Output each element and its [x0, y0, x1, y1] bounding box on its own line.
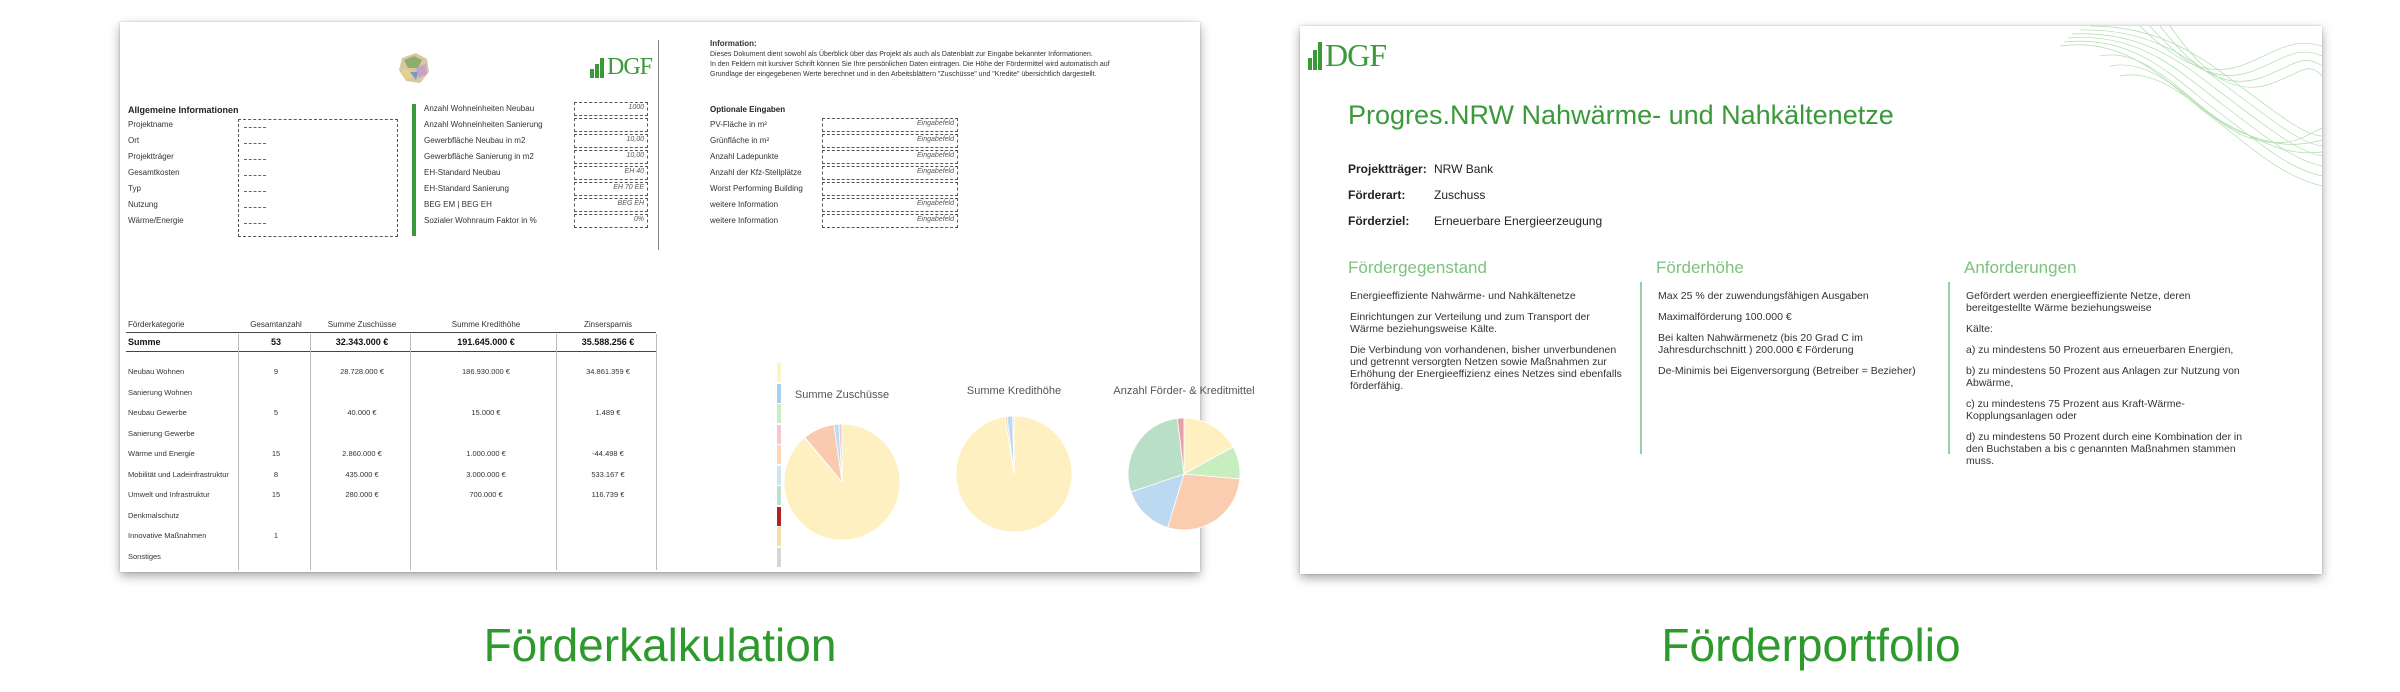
optional-input-value: Eingabefeld: [917, 136, 954, 143]
table-sum-cell: 35.588.256 €: [581, 337, 635, 347]
table-cell: 28.728.000 €: [340, 367, 384, 376]
table-column-divider: [556, 334, 557, 570]
parameter-input-value: 10,00: [626, 136, 644, 143]
table-header-cell: Summe Zuschüsse: [327, 320, 397, 329]
optional-label: Worst Performing Building: [710, 184, 803, 193]
info-title: Information:: [710, 39, 757, 48]
section-paragraph: Energieeffiziente Nahwärme- und Nahkältenetze: [1350, 290, 1576, 302]
table-cell: 1.489 €: [595, 408, 621, 417]
optional-input-field[interactable]: [822, 198, 958, 212]
table-row-label: Neubau Gewerbe: [128, 408, 187, 417]
parameter-label: EH-Standard Neubau: [424, 168, 501, 177]
section-paragraph: Max 25 % der zuwendungsfähigen Ausgaben: [1658, 290, 1869, 302]
table-cell: 2.860.000 €: [342, 449, 382, 458]
program-meta-label: Förderziel:: [1348, 214, 1410, 228]
optional-label: Anzahl Ladepunkte: [710, 152, 779, 161]
parameter-input-value: BEG EH: [617, 200, 644, 207]
table-cell: 700.000 €: [469, 490, 503, 499]
parameter-input-value: 1000: [628, 104, 644, 111]
dgf-logo-text: DGF: [1325, 37, 1387, 73]
table-header-cell: Summe Kredithöhe: [451, 320, 521, 329]
optional-input-field[interactable]: [822, 214, 958, 228]
table-cell: -44.498 €: [592, 449, 624, 458]
caption-foerderkalkulation: Förderkalkulation: [483, 619, 837, 671]
table-header-cell: Gesamtanzahl: [250, 320, 302, 329]
table-cell: 1.000.000 €: [466, 449, 506, 458]
table-row-label: Sanierung Gewerbe: [128, 428, 195, 438]
table-cell: 1: [273, 531, 279, 540]
decorative-wave-graphic: [2040, 26, 2322, 196]
general-info-label: Projektträger: [128, 152, 174, 161]
general-info-label: Nutzung: [128, 200, 158, 209]
table-row-label: Innovative Maßnahmen: [128, 531, 207, 540]
table-row-label: Sonstiges: [128, 551, 161, 561]
general-info-input-box[interactable]: [238, 119, 398, 237]
info-line-3: Grundlage der eingegebenen Werte berechnet und in den Arbeitsblättern "Zuschüsse" und "Kredite" übersichtlich dargestellt.: [710, 71, 1097, 78]
optional-input-field[interactable]: [822, 182, 958, 196]
parameter-input-field[interactable]: [574, 150, 648, 164]
section-paragraph: De-Minimis bei Eigenversorgung (Betreiber = Bezieher): [1658, 365, 1916, 377]
info-line-2: In den Feldern mit kursiver Schrift können Sie Ihre persönlichen Daten eintragen. Die Höhe der Fördermittel wird automatisch auf: [710, 61, 1110, 68]
parameter-input-value: EH 70 EE: [613, 184, 644, 191]
section-paragraph: c) zu mindestens 75 Prozent aus Kraft-Wärme-Kopplungsanlagen oder: [1966, 398, 2185, 422]
parameter-label: Anzahl Wohneinheiten Sanierung: [424, 120, 543, 129]
section-paragraph: b) zu mindestens 50 Prozent aus Anlagen zur Nutzung von Abwärme,: [1966, 365, 2240, 389]
section-paragraph: Gefördert werden energieeffiziente Netze, deren bereitgestellte Wärme beziehungsweise: [1966, 290, 2191, 314]
optional-label: Anzahl der Kfz-Stellplätze: [710, 168, 802, 177]
parameter-label: Gewerbfläche Sanierung in m2: [424, 152, 534, 161]
table-header-rule: [126, 332, 656, 333]
optional-title: Optionale Eingaben: [710, 105, 786, 114]
program-meta-value: NRW Bank: [1434, 162, 1494, 176]
section-divider-bar: [412, 104, 416, 236]
program-meta-label: Förderart:: [1348, 188, 1406, 202]
table-row-label: Wärme und Energie: [128, 449, 195, 458]
section-heading: Anforderungen: [1964, 258, 2077, 277]
parameter-input-field[interactable]: [574, 214, 648, 228]
table-cell: 34.861.359 €: [586, 367, 630, 376]
section-paragraph: Maximalförderung 100.000 €: [1658, 311, 1792, 323]
general-info-label: Ort: [128, 136, 140, 145]
parameter-label: EH-Standard Sanierung: [424, 184, 509, 193]
section-paragraph: d) zu mindestens 50 Prozent durch eine Kombination der in den Buchstaben a bis c genannten Maßnahmen stammen muss.: [1966, 431, 2243, 467]
section-paragraph: Einrichtungen zur Verteilung und zum Transport der Wärme beziehungsweise Kälte.: [1350, 311, 1590, 335]
program-meta-label: Projektträger:: [1348, 162, 1427, 176]
general-info-title: Allgemeine Informationen: [128, 105, 239, 115]
optional-input-field[interactable]: [822, 150, 958, 164]
foerderkalkulation-preview-card[interactable]: [120, 22, 1255, 572]
table-cell: 9: [273, 367, 279, 376]
table-row-label: Mobilität und Ladeinfrastruktur: [128, 469, 229, 479]
general-info-label: Gesamtkosten: [128, 168, 180, 177]
parameter-label: Anzahl Wohneinheiten Neubau: [424, 104, 535, 113]
table-cell: 5: [273, 408, 279, 417]
table-sum-rule: [126, 351, 656, 352]
charts-area: [780, 342, 1255, 572]
optional-input-value: Eingabefeld: [917, 200, 954, 207]
optional-input-value: Eingabefeld: [917, 120, 954, 127]
column-divider: [1640, 282, 1642, 454]
pie-chart-title: Summe Zuschüsse: [794, 389, 890, 401]
info-line-1: Dieses Dokument dient sowohl als Überblick über das Projekt als auch als Datenblatt zur Eingabe bekannter Informationen.: [710, 51, 1093, 58]
table-cell: 3.000.000 €: [466, 469, 506, 479]
section-divider-line: [658, 40, 659, 250]
section-body: [1350, 290, 1622, 401]
table-column-divider: [238, 334, 239, 570]
table-sum-cell: 53: [270, 337, 281, 347]
table-cell: 15: [271, 490, 281, 499]
table-sum-cell: 191.645.000 €: [457, 337, 515, 347]
table-header-cell: Förderkategorie: [128, 320, 185, 329]
table-cell: 15: [271, 449, 281, 458]
parameter-input-value: EH 40: [624, 168, 644, 175]
section-paragraph: a) zu mindestens 50 Prozent aus erneuerbaren Energien,: [1966, 344, 2234, 356]
parameter-label: BEG EM | BEG EH: [424, 200, 492, 209]
optional-input-field[interactable]: [822, 134, 958, 148]
parameter-label: Sozialer Wohnraum Faktor in %: [424, 216, 537, 225]
table-sum-cell: Summe: [128, 337, 161, 347]
optional-label: PV-Fläche in m²: [710, 120, 767, 129]
table-cell: 40.000 €: [347, 408, 377, 417]
dgf-logo: [590, 56, 652, 78]
parameter-label: Gewerbfläche Neubau in m2: [424, 136, 526, 145]
parameter-input-value: 0%: [633, 216, 644, 223]
table-sum-cell: 32.343.000 €: [335, 337, 389, 347]
pie-chart-title: Summe Kredithöhe: [966, 385, 1062, 397]
section-body: [1658, 290, 1928, 386]
section-heading: Fördergegenstand: [1348, 258, 1487, 277]
section-heading: Förderhöhe: [1656, 258, 1744, 277]
table-row-label: Sanierung Wohnen: [128, 387, 193, 397]
general-info-label: Wärme/Energie: [128, 216, 184, 225]
section-paragraph: Bei kalten Nahwärmenetz (bis 20 Grad C im Jahresdurchschnitt ) 200.000 € Förderung: [1658, 332, 1863, 356]
section-body: [1966, 290, 2246, 476]
parameter-input-field[interactable]: [574, 198, 648, 212]
optional-input-value: Eingabefeld: [917, 168, 954, 175]
table-row-label: Neubau Wohnen: [128, 367, 185, 376]
optional-label: Grünfläche in m²: [710, 136, 770, 145]
pie-chart-title: Anzahl Förder- & Kreditmittel: [1113, 385, 1255, 397]
program-meta-value: Erneuerbare Energieerzeugung: [1434, 214, 1603, 228]
program-title: Progres.NRW Nahwärme- und Nahkältenetze: [1348, 100, 1894, 130]
program-meta-value: Zuschuss: [1434, 188, 1486, 202]
table-cell: 15.000 €: [471, 408, 501, 417]
caption-foerderportfolio: Förderportfolio: [1661, 619, 1961, 671]
optional-input-value: Eingabefeld: [917, 216, 954, 223]
parameter-input-value: 10,00: [626, 152, 644, 159]
table-column-divider: [310, 334, 311, 570]
general-info-label: Projektname: [128, 120, 173, 129]
parameter-input-field[interactable]: [574, 182, 648, 196]
optional-input-field[interactable]: [822, 166, 958, 180]
table-header-cell: Zinsersparnis: [583, 320, 632, 329]
parameter-input-field[interactable]: [574, 166, 648, 180]
table-row-label: Denkmalschutz: [128, 510, 180, 520]
parameter-input-field[interactable]: [574, 118, 648, 132]
table-column-divider: [410, 334, 411, 570]
optional-input-field[interactable]: [822, 118, 958, 132]
column-divider: [1948, 282, 1950, 454]
table-cell: 533.167 €: [591, 469, 625, 479]
general-info-label: Typ: [128, 184, 141, 193]
table-cell: 8: [273, 469, 279, 479]
site-map-thumbnail: [396, 50, 432, 86]
section-paragraph: Kälte:: [1966, 323, 1993, 335]
parameter-input-field[interactable]: [574, 102, 648, 116]
foerderportfolio-preview-card[interactable]: [1300, 26, 2322, 574]
table-row-label: Umwelt und Infrastruktur: [128, 490, 210, 499]
table-cell: 116.739 €: [591, 490, 625, 499]
table-column-divider: [656, 334, 657, 570]
section-paragraph: Die Verbindung von vorhandenen, bisher unverbundenen und getrennt versorgten Netzen sowie Maßnahmen zur Erhöhung der Energieeffizienz eines Netzes sind ebenfalls förderfähig.: [1350, 344, 1622, 392]
dgf-logo-text: DGF: [607, 54, 653, 80]
dgf-logo: [1308, 37, 1387, 73]
parameter-input-field[interactable]: [574, 134, 648, 148]
table-cell: 435.000 €: [345, 469, 379, 479]
table-cell: 186.930.000 €: [462, 367, 510, 376]
optional-label: weitere Information: [710, 200, 779, 209]
optional-label: weitere Information: [710, 216, 779, 225]
table-cell: 280.000 €: [345, 490, 379, 499]
optional-input-value: Eingabefeld: [917, 152, 954, 159]
